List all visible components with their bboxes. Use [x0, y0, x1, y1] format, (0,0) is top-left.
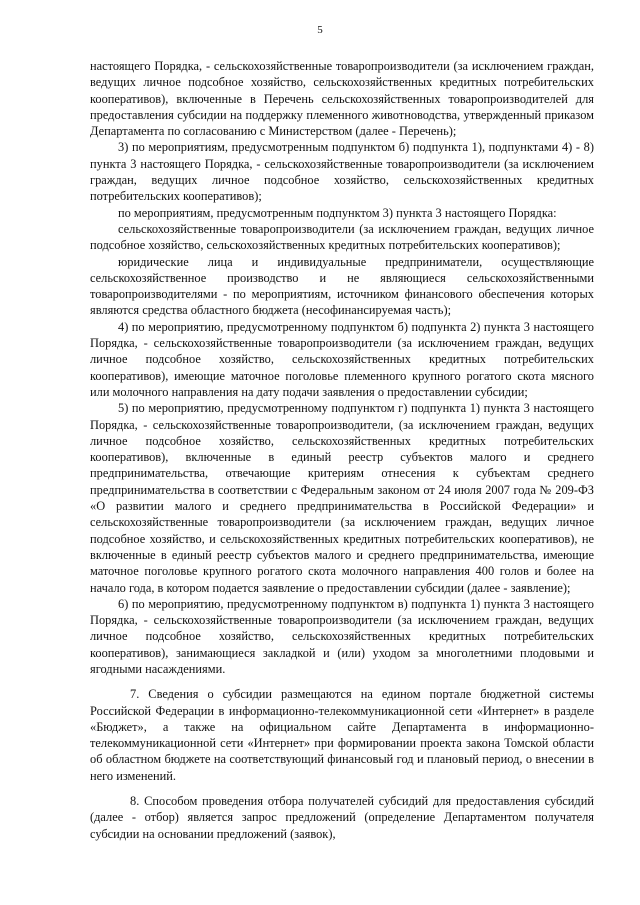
paragraph-item-5: 5) по мероприятию, предусмотренному подпунктом г) подпункта 1) пункта 3 настоящего Порядка, - сельскохозяйственные товаропроизводители, (за исключением граждан, ведущих личное подсобное хозяйство, сельскохозяйственных кредитных потребительских кооперативов), включенные в единый реестр субъектов малого и среднего предпринимательства, отвечающие критериям отнесения к субъектам среднего предпринимательства в соответствии с Федеральным законом от 24 июля 2007 года № 209-ФЗ «О развитии малого и среднего предпринимательства в Российской Федерации» и сельскохозяйственные товаропроизводители (за исключением граждан, ведущих личное подсобное хозяйство, и сельскохозяйственных кредитных потребительских кооперативов), не включенные в единый реестр субъектов малого и среднего предпринимательства, имеющие маточное поголовье крупного рогатого скота молочного направления 400 голов и более на начало года, в котором подается заявление о предоставлении субсидии (далее - заявление); [90, 401, 594, 595]
paragraph-section-8: 8. Способом проведения отбора получателей субсидий для предоставления субсидий (далее - отбор) является запрос предложений (определение Департаментом получателя субсидии на основании предложений (заявок), [90, 794, 594, 841]
paragraph-legal-entities: юридические лица и индивидуальные предприниматели, осуществляющие сельскохозяйственное производство и не являющиеся сельскохозяйственными товаропроизводителями - по мероприятиям, источником финансового обеспечения которых являются средства областного бюджета (несофинансируемая часть); [90, 254, 594, 318]
paragraph-subpoint-3-3: по мероприятиям, предусмотренным подпунктом 3) пункта 3 настоящего Порядка: [118, 205, 557, 220]
paragraph-agri-producers: сельскохозяйственные товаропроизводители (за исключением граждан, ведущих личное подсобное хозяйство, сельскохозяйственных кредитных потребительских кооперативов); [90, 221, 594, 253]
document-body [90, 58, 594, 842]
page-number: 5 [317, 24, 323, 36]
paragraph-item-4: 4) по мероприятию, предусмотренному подпунктом б) подпункта 2) пункта 3 настоящего Порядка, - сельскохозяйственные товаропроизводители (за исключением граждан, ведущих личное подсобное хозяйство, сельскохозяйственных кредитных потребительских кооперативов), имеющие маточное поголовье племенного крупного рогатого скота мясного или молочного направления на дату подачи заявления о предоставлении субсидии; [90, 319, 594, 399]
paragraph-item-6: 6) по мероприятию, предусмотренному подпунктом в) подпункта 1) пункта 3 настоящего Порядка, - сельскохозяйственные товаропроизводители (за исключением граждан, ведущих личное подсобное хозяйство, сельскохозяйственных кредитных потребительских кооперативов), занимающиеся закладкой и (или) уходом за многолетними плодовыми и ягодными насаждениями. [90, 596, 594, 676]
paragraph-item-3: 3) по мероприятиям, предусмотренным подпунктом б) подпункта 1), подпунктами 4) - 8) пункта 3 настоящего Порядка, - сельскохозяйственные товаропроизводители (за исключением граждан, ведущих личное подсобное хозяйство, сельскохозяйственных кредитных потребительских кооперативов); [90, 140, 594, 204]
paragraph-section-7: 7. Сведения о субсидии размещаются на едином портале бюджетной системы Российской Федерации в информационно-телекоммуникационной сети «Интернет» в разделе «Бюджет», а также на официальном сайте Департамента в информационно-телекоммуникационной сети «Интернет» при формировании проекта закона Томской области об областном бюджете на соответствующий финансовый год и плановый период, о внесении в него изменений. [90, 687, 594, 783]
paragraph-continuation: настоящего Порядка, - сельскохозяйственные товаропроизводители (за исключением граждан, ведущих личное подсобное хозяйство, сельскохозяйственных кредитных потребительских кооперативов), включенные в Перечень сельскохозяйственных товаропроизводителей для предоставления субсидии на поддержку племенного животноводства, утвержденный приказом Департамента по согласованию с Министерством (далее - Перечень); [90, 59, 594, 139]
